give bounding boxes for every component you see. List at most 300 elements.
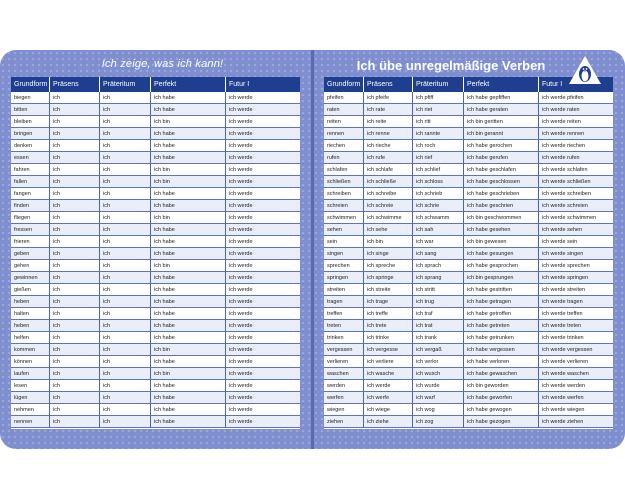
praeteritum-cell: ich ritt: [413, 116, 464, 128]
praesens-cell: ich: [50, 248, 100, 260]
praeteritum-cell: ich: [100, 212, 151, 224]
futur-cell: ich werde: [226, 128, 300, 140]
futur-cell: ich werde: [226, 392, 300, 404]
praesens-cell: ich streite: [364, 284, 413, 296]
futur-cell: ich werde: [226, 164, 300, 176]
praesens-cell: ich bin: [364, 236, 413, 248]
grundform-cell: treffen: [324, 308, 364, 320]
grundform-cell: ziehen: [324, 416, 364, 428]
praesens-cell: ich: [50, 296, 100, 308]
table-header: [11, 77, 300, 92]
grundform-cell: fahren: [11, 164, 50, 176]
grundform-cell: schreiben: [324, 188, 364, 200]
praeteritum-cell: ich: [100, 92, 151, 104]
praeteritum-cell: ich wusch: [413, 368, 464, 380]
grundform-cell: lügen: [11, 392, 50, 404]
futur-cell: ich werde: [226, 212, 300, 224]
praesens-cell: ich: [50, 176, 100, 188]
perfekt-cell: ich habe geschrieben: [464, 188, 539, 200]
grundform-cell: kommen: [11, 344, 50, 356]
praeteritum-cell: ich: [100, 140, 151, 152]
praesens-cell: ich trete: [364, 320, 413, 332]
table-row: [324, 284, 613, 296]
grundform-cell: denken: [11, 140, 50, 152]
praesens-cell: ich schreie: [364, 200, 413, 212]
praesens-cell: ich: [50, 272, 100, 284]
praeteritum-cell: ich: [100, 272, 151, 284]
perfekt-cell: ich habe: [151, 380, 226, 392]
grundform-cell: gewinnen: [11, 272, 50, 284]
futur-cell: ich werde: [226, 284, 300, 296]
grundform-cell: biegen: [11, 92, 50, 104]
praesens-cell: ich renne: [364, 128, 413, 140]
praesens-cell: ich ziehe: [364, 416, 413, 428]
header-praeteritum: Präteritum: [100, 77, 151, 92]
futur-cell: ich werde: [226, 224, 300, 236]
grundform-cell: raten: [324, 104, 364, 116]
table-row: [11, 200, 300, 212]
table-row: [11, 152, 300, 164]
praesens-cell: ich schließe: [364, 176, 413, 188]
grundform-cell: pfeifen: [324, 92, 364, 104]
praesens-cell: ich pfeife: [364, 92, 413, 104]
perfekt-cell: ich habe gesprochen: [464, 260, 539, 272]
perfekt-cell: ich habe gepfiffen: [464, 92, 539, 104]
praesens-cell: ich: [50, 200, 100, 212]
futur-cell: ich werde: [226, 260, 300, 272]
futur-cell: ich werde schlafen: [539, 164, 613, 176]
praeteritum-cell: ich: [100, 236, 151, 248]
table-row: [11, 224, 300, 236]
grundform-cell: helfen: [11, 332, 50, 344]
futur-cell: ich werde: [226, 188, 300, 200]
praesens-cell: ich wasche: [364, 368, 413, 380]
praeteritum-cell: ich sang: [413, 248, 464, 260]
futur-cell: ich werde: [226, 116, 300, 128]
grundform-cell: geben: [11, 248, 50, 260]
perfekt-cell: ich habe geschlossen: [464, 176, 539, 188]
praeteritum-cell: ich trug: [413, 296, 464, 308]
futur-cell: ich werde: [226, 380, 300, 392]
futur-cell: ich werde sprechen: [539, 260, 613, 272]
praesens-cell: ich: [50, 356, 100, 368]
perfekt-cell: ich habe gezogen: [464, 416, 539, 428]
grundform-cell: werden: [324, 380, 364, 392]
perfekt-cell: ich habe gewogen: [464, 404, 539, 416]
praesens-cell: ich: [50, 104, 100, 116]
perfekt-cell: ich bin: [151, 212, 226, 224]
table-row: [324, 272, 613, 284]
grundform-cell: laufen: [11, 368, 50, 380]
perfekt-cell: ich habe: [151, 224, 226, 236]
futur-cell: ich werde rennen: [539, 128, 613, 140]
praeteritum-cell: ich vergaß: [413, 344, 464, 356]
perfekt-cell: ich habe gewaschen: [464, 368, 539, 380]
perfekt-cell: ich bin: [151, 176, 226, 188]
grundform-cell: streiten: [324, 284, 364, 296]
grundform-cell: sein: [324, 236, 364, 248]
perfekt-cell: ich habe gesehen: [464, 224, 539, 236]
grundform-cell: frieren: [11, 236, 50, 248]
futur-cell: ich werde wiegen: [539, 404, 613, 416]
futur-cell: ich werde pfeifen: [539, 92, 613, 104]
praesens-cell: ich trinke: [364, 332, 413, 344]
table-row: [324, 164, 613, 176]
perfekt-cell: ich habe gerufen: [464, 152, 539, 164]
praesens-cell: ich wiege: [364, 404, 413, 416]
futur-cell: ich werde vergessen: [539, 344, 613, 356]
grundform-cell: halten: [11, 308, 50, 320]
table-row: [11, 248, 300, 260]
grundform-cell: essen: [11, 152, 50, 164]
futur-cell: ich werde waschen: [539, 368, 613, 380]
futur-cell: ich werde: [226, 176, 300, 188]
praeteritum-cell: ich: [100, 284, 151, 296]
perfekt-cell: ich habe: [151, 92, 226, 104]
praeteritum-cell: ich: [100, 104, 151, 116]
futur-cell: ich werde springen: [539, 272, 613, 284]
praesens-cell: ich: [50, 404, 100, 416]
praesens-cell: ich: [50, 332, 100, 344]
perfekt-cell: ich habe: [151, 200, 226, 212]
praeteritum-cell: ich wog: [413, 404, 464, 416]
futur-cell: ich werde schreiben: [539, 188, 613, 200]
futur-cell: ich werde singen: [539, 248, 613, 260]
futur-cell: ich werde sein: [539, 236, 613, 248]
praeteritum-cell: ich: [100, 380, 151, 392]
perfekt-cell: ich bin: [151, 164, 226, 176]
table-row: [11, 92, 300, 104]
grundform-cell: sprechen: [324, 260, 364, 272]
right-verb-table: [324, 77, 613, 429]
grundform-cell: riechen: [324, 140, 364, 152]
grundform-cell: gießen: [11, 284, 50, 296]
grundform-cell: trinken: [324, 332, 364, 344]
table-row: [11, 404, 300, 416]
praesens-cell: ich: [50, 164, 100, 176]
grundform-cell: schreien: [324, 200, 364, 212]
grundform-cell: bringen: [11, 128, 50, 140]
futur-cell: ich werde tragen: [539, 296, 613, 308]
perfekt-cell: ich habe getragen: [464, 296, 539, 308]
praeteritum-cell: ich sah: [413, 224, 464, 236]
praesens-cell: ich: [50, 320, 100, 332]
praeteritum-cell: ich wurde: [413, 380, 464, 392]
praesens-cell: ich: [50, 308, 100, 320]
table-row: [11, 236, 300, 248]
perfekt-cell: ich bin geritten: [464, 116, 539, 128]
praesens-cell: ich springe: [364, 272, 413, 284]
praeteritum-cell: ich: [100, 224, 151, 236]
praesens-cell: ich sehe: [364, 224, 413, 236]
praeteritum-cell: ich: [100, 188, 151, 200]
grundform-cell: fallen: [11, 176, 50, 188]
futur-cell: ich werde reiten: [539, 116, 613, 128]
grundform-cell: rufen: [324, 152, 364, 164]
praesens-cell: ich werfe: [364, 392, 413, 404]
grundform-cell: werfen: [324, 392, 364, 404]
table-row: [324, 404, 613, 416]
header-futur: Futur I: [539, 77, 613, 92]
praesens-cell: ich: [50, 368, 100, 380]
futur-cell: ich werde raten: [539, 104, 613, 116]
praeteritum-cell: ich riet: [413, 104, 464, 116]
futur-cell: ich werde: [226, 92, 300, 104]
praeteritum-cell: ich traf: [413, 308, 464, 320]
grundform-cell: nennen: [11, 416, 50, 428]
praesens-cell: ich: [50, 140, 100, 152]
table-row: [11, 332, 300, 344]
table-row: [11, 308, 300, 320]
grundform-cell: rennen: [324, 128, 364, 140]
penguin-icon: [568, 55, 602, 85]
perfekt-cell: ich habe vergessen: [464, 344, 539, 356]
grundform-cell: treten: [324, 320, 364, 332]
perfekt-cell: ich habe getrunken: [464, 332, 539, 344]
table-row: [324, 176, 613, 188]
table-row: [11, 164, 300, 176]
praesens-cell: ich trage: [364, 296, 413, 308]
perfekt-cell: ich bin: [151, 344, 226, 356]
praesens-cell: ich schreibe: [364, 188, 413, 200]
table-row: [11, 320, 300, 332]
praesens-cell: ich schwimme: [364, 212, 413, 224]
praeteritum-cell: ich trat: [413, 320, 464, 332]
perfekt-cell: ich habe: [151, 416, 226, 428]
grundform-cell: schlafen: [324, 164, 364, 176]
futur-cell: ich werde treffen: [539, 308, 613, 320]
praeteritum-cell: ich zog: [413, 416, 464, 428]
table-row: [11, 272, 300, 284]
futur-cell: ich werde werfen: [539, 392, 613, 404]
perfekt-cell: ich habe gerochen: [464, 140, 539, 152]
praeteritum-cell: ich: [100, 320, 151, 332]
grundform-cell: singen: [324, 248, 364, 260]
table-row: [324, 260, 613, 272]
header-perfekt: Perfekt: [151, 77, 226, 92]
futur-cell: ich werde: [226, 272, 300, 284]
praesens-cell: ich rufe: [364, 152, 413, 164]
table-row: [11, 116, 300, 128]
perfekt-cell: ich bin gewesen: [464, 236, 539, 248]
table-row: [324, 128, 613, 140]
grundform-cell: wiegen: [324, 404, 364, 416]
perfekt-cell: ich habe: [151, 356, 226, 368]
praeteritum-cell: ich schloss: [413, 176, 464, 188]
grundform-cell: nehmen: [11, 404, 50, 416]
futur-cell: ich werde: [226, 248, 300, 260]
praesens-cell: ich werde: [364, 380, 413, 392]
grundform-cell: verlieren: [324, 356, 364, 368]
perfekt-cell: ich habe: [151, 104, 226, 116]
perfekt-cell: ich habe: [151, 188, 226, 200]
table-row: [11, 212, 300, 224]
grundform-cell: bitten: [11, 104, 50, 116]
futur-cell: ich werde: [226, 140, 300, 152]
grundform-cell: fliegen: [11, 212, 50, 224]
table-row: [324, 416, 613, 428]
perfekt-cell: ich bin geworden: [464, 380, 539, 392]
futur-cell: ich werde ziehen: [539, 416, 613, 428]
futur-cell: ich werde: [226, 200, 300, 212]
praeteritum-cell: ich: [100, 260, 151, 272]
praesens-cell: ich: [50, 92, 100, 104]
table-row: [324, 236, 613, 248]
grundform-cell: tragen: [324, 296, 364, 308]
table-row: [11, 392, 300, 404]
perfekt-cell: ich habe: [151, 272, 226, 284]
praesens-cell: ich: [50, 128, 100, 140]
futur-cell: ich werde: [226, 404, 300, 416]
table-row: [324, 344, 613, 356]
praeteritum-cell: ich: [100, 416, 151, 428]
perfekt-cell: ich bin: [151, 368, 226, 380]
grundform-cell: schwimmen: [324, 212, 364, 224]
book-spread: [0, 50, 625, 449]
grundform-cell: reiten: [324, 116, 364, 128]
praesens-cell: ich vergesse: [364, 344, 413, 356]
futur-cell: ich werde: [226, 152, 300, 164]
perfekt-cell: ich habe: [151, 296, 226, 308]
table-row: [324, 140, 613, 152]
perfekt-cell: ich habe geraten: [464, 104, 539, 116]
futur-cell: ich werde riechen: [539, 140, 613, 152]
perfekt-cell: ich habe: [151, 128, 226, 140]
table-row: [324, 296, 613, 308]
grundform-cell: heben: [11, 296, 50, 308]
perfekt-cell: ich habe geschlafen: [464, 164, 539, 176]
perfekt-cell: ich habe: [151, 392, 226, 404]
praesens-cell: ich rieche: [364, 140, 413, 152]
table-row: [324, 188, 613, 200]
table-row: [324, 248, 613, 260]
praesens-cell: ich treffe: [364, 308, 413, 320]
praesens-cell: ich: [50, 116, 100, 128]
futur-cell: ich werde schreien: [539, 200, 613, 212]
table-row: [11, 104, 300, 116]
header-praesens: Präsens: [50, 77, 100, 92]
grundform-cell: schließen: [324, 176, 364, 188]
praeteritum-cell: ich: [100, 392, 151, 404]
grundform-cell: fangen: [11, 188, 50, 200]
table-row: [11, 380, 300, 392]
table-row: [324, 392, 613, 404]
praesens-cell: ich singe: [364, 248, 413, 260]
praesens-cell: ich spreche: [364, 260, 413, 272]
praesens-cell: ich reite: [364, 116, 413, 128]
perfekt-cell: ich bin: [151, 116, 226, 128]
futur-cell: ich werde schließen: [539, 176, 613, 188]
table-row: [324, 356, 613, 368]
table-row: [324, 380, 613, 392]
praesens-cell: ich: [50, 380, 100, 392]
perfekt-cell: ich habe verloren: [464, 356, 539, 368]
futur-cell: ich werde: [226, 356, 300, 368]
futur-cell: ich werde: [226, 320, 300, 332]
praesens-cell: ich: [50, 236, 100, 248]
praeteritum-cell: ich: [100, 368, 151, 380]
perfekt-cell: ich habe: [151, 320, 226, 332]
perfekt-cell: ich habe: [151, 152, 226, 164]
grundform-cell: waschen: [324, 368, 364, 380]
grundform-cell: lesen: [11, 380, 50, 392]
table-row: [324, 368, 613, 380]
perfekt-cell: ich habe: [151, 404, 226, 416]
futur-cell: ich werde: [226, 296, 300, 308]
praeteritum-cell: ich: [100, 152, 151, 164]
grundform-cell: heben: [11, 320, 50, 332]
perfekt-cell: ich habe: [151, 332, 226, 344]
table-row: [324, 320, 613, 332]
perfekt-cell: ich bin: [151, 260, 226, 272]
perfekt-cell: ich habe: [151, 140, 226, 152]
praesens-cell: ich: [50, 344, 100, 356]
praeteritum-cell: ich warf: [413, 392, 464, 404]
header-futur: Futur I: [226, 77, 300, 92]
perfekt-cell: ich habe: [151, 248, 226, 260]
futur-cell: ich werde verlieren: [539, 356, 613, 368]
perfekt-cell: ich habe: [151, 236, 226, 248]
perfekt-cell: ich habe getroffen: [464, 308, 539, 320]
praeteritum-cell: ich roch: [413, 140, 464, 152]
futur-cell: ich werde sehen: [539, 224, 613, 236]
table-row: [11, 140, 300, 152]
perfekt-cell: ich habe gestritten: [464, 284, 539, 296]
perfekt-cell: ich bin gerannt: [464, 128, 539, 140]
grundform-cell: vergessen: [324, 344, 364, 356]
futur-cell: ich werde: [226, 236, 300, 248]
perfekt-cell: ich habe geschrien: [464, 200, 539, 212]
perfekt-cell: ich bin geschwommen: [464, 212, 539, 224]
praeteritum-cell: ich: [100, 308, 151, 320]
table-row: [11, 344, 300, 356]
perfekt-cell: ich bin gesprungen: [464, 272, 539, 284]
table-row: [324, 92, 613, 104]
table-row: [324, 308, 613, 320]
grundform-cell: springen: [324, 272, 364, 284]
grundform-cell: sehen: [324, 224, 364, 236]
praesens-cell: ich: [50, 284, 100, 296]
table-row: [324, 152, 613, 164]
futur-cell: ich werde rufen: [539, 152, 613, 164]
praeteritum-cell: ich: [100, 200, 151, 212]
futur-cell: ich werde streiten: [539, 284, 613, 296]
praeteritum-cell: ich: [100, 296, 151, 308]
futur-cell: ich werde: [226, 344, 300, 356]
praeteritum-cell: ich sprang: [413, 272, 464, 284]
table-row: [324, 224, 613, 236]
table-row: [11, 188, 300, 200]
futur-cell: ich werde trinken: [539, 332, 613, 344]
perfekt-cell: ich habe: [151, 284, 226, 296]
header-perfekt: Perfekt: [464, 77, 539, 92]
grundform-cell: gehen: [11, 260, 50, 272]
praeteritum-cell: ich schrieb: [413, 188, 464, 200]
praesens-cell: ich: [50, 188, 100, 200]
table-row: [11, 296, 300, 308]
table-row: [324, 200, 613, 212]
header-praeteritum: Präteritum: [413, 77, 464, 92]
header-grundform: Grundform: [324, 77, 364, 92]
futur-cell: ich werde: [226, 368, 300, 380]
praeteritum-cell: ich: [100, 128, 151, 140]
futur-cell: ich werde: [226, 104, 300, 116]
book-gutter: [311, 50, 314, 449]
header-grundform: Grundform: [11, 77, 50, 92]
praesens-cell: ich: [50, 416, 100, 428]
perfekt-cell: ich habe gesungen: [464, 248, 539, 260]
praesens-cell: ich: [50, 260, 100, 272]
